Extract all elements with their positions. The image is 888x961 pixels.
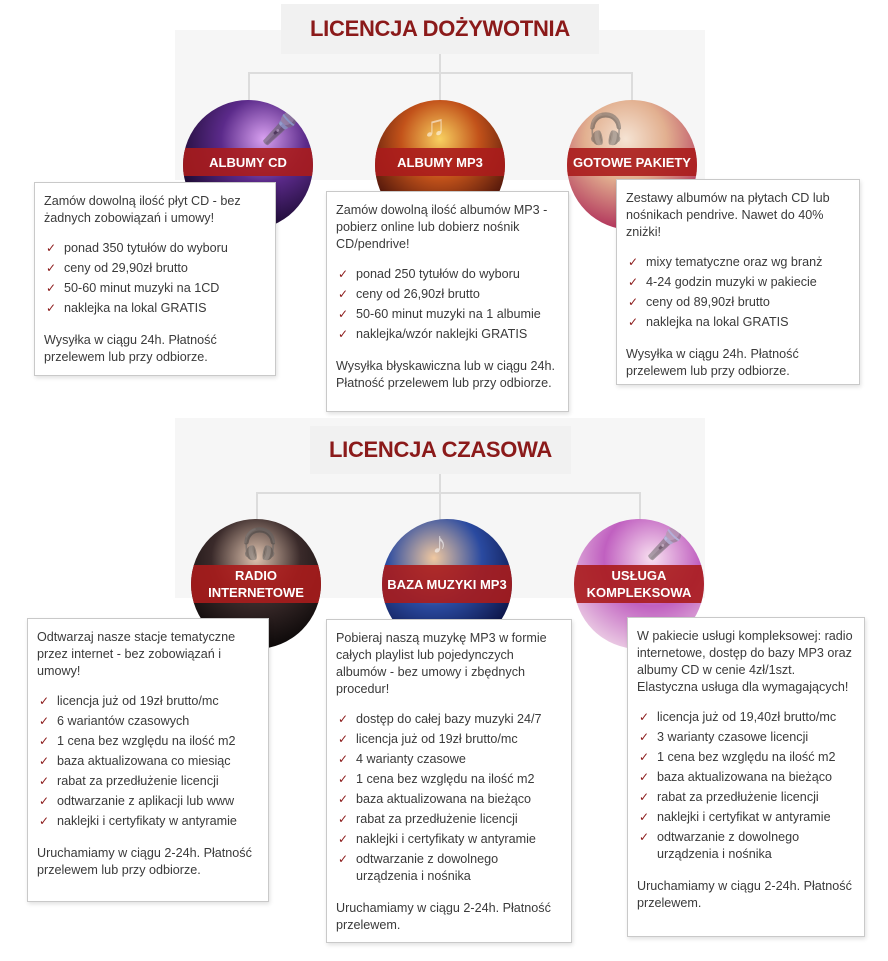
feature-item: ✓ ponad 350 tytułów do wyboru	[46, 241, 228, 255]
connector-trunk	[439, 474, 441, 492]
feature-list	[336, 266, 559, 343]
check-icon: ✓	[338, 307, 349, 321]
feature-item: ✓ ponad 250 tytułów do wyboru	[338, 267, 520, 281]
feature-item: ✓ naklejki i certyfikat w antyramie	[639, 810, 831, 824]
check-icon: ✓	[338, 732, 349, 746]
feature-item: ✓ 50-60 minut muzyki na 1CD	[46, 281, 220, 295]
product-card-radio-internetowe	[27, 618, 269, 902]
feature-item: ✓ odtwarzanie z dowolnego urządzenia i nośnika	[338, 852, 499, 883]
feature-item: ✓ odtwarzanie z dowolnego urządzenia i nośnika	[639, 830, 800, 861]
feature-item: ✓ baza aktualizowana na bieżąco	[338, 792, 532, 806]
card-intro: W pakiecie usługi kompleksowej: radio internetowe, dostęp do bazy MP3 oraz albumy CD w cenie 4zł/1szt. Elastyczna usługa dla wymagających!	[637, 629, 853, 694]
check-icon: ✓	[39, 694, 50, 708]
feature-item: ✓ rabat za przedłużenie licencji	[39, 774, 219, 788]
check-icon: ✓	[39, 754, 50, 768]
feature-item: ✓ 50-60 minut muzyki na 1 albumie	[338, 307, 541, 321]
headphones-icon: 🎧	[241, 528, 279, 561]
check-icon: ✓	[628, 315, 639, 329]
microphone-icon: 🎤	[261, 113, 299, 146]
feature-list	[626, 254, 850, 331]
feature-list	[44, 240, 266, 317]
card-footer: Wysyłka błyskawiczna lub w ciągu 24h. Płatność przelewem lub przy odbiorze.	[336, 359, 555, 390]
check-icon: ✓	[46, 301, 57, 315]
check-icon: ✓	[338, 772, 349, 786]
feature-item: ✓ licencja już od 19zł brutto/mc	[338, 732, 518, 746]
check-icon: ✓	[338, 852, 349, 866]
feature-item: ✓ licencja już od 19zł brutto/mc	[39, 694, 219, 708]
product-label: ALBUMY MP3	[375, 148, 505, 176]
feature-item: ✓ mixy tematyczne oraz wg branż	[628, 255, 823, 269]
feature-item: ✓ baza aktualizowana co miesiąc	[39, 754, 231, 768]
singer-icon: ♪	[432, 527, 447, 560]
check-icon: ✓	[628, 295, 639, 309]
feature-item: ✓ naklejka na lokal GRATIS	[46, 301, 207, 315]
check-icon: ✓	[338, 267, 349, 281]
product-card-usluga-kompleksowa	[627, 617, 865, 937]
feature-item: ✓ naklejki i certyfikaty w antyramie	[39, 814, 237, 828]
feature-list	[336, 711, 562, 885]
check-icon: ✓	[628, 255, 639, 269]
check-icon: ✓	[639, 750, 650, 764]
card-intro: Zamów dowolną ilość płyt CD - bez żadnych zobowiązań i umowy!	[44, 194, 241, 225]
check-icon: ✓	[46, 261, 57, 275]
connector-branch	[256, 492, 640, 494]
card-intro: Pobieraj naszą muzykę MP3 w formie całych playlist lub pojedynczych albumów - bez umowy i zbędnych procedur!	[336, 631, 547, 696]
dancer-icon: ♫	[423, 110, 446, 143]
feature-item: ✓ 1 cena bez względu na ilość m2	[39, 734, 236, 748]
product-label: BAZA MUZYKI MP3	[382, 565, 512, 603]
feature-item: ✓ naklejka/wzór naklejki GRATIS	[338, 327, 528, 341]
feature-item: ✓ 1 cena bez względu na ilość m2	[639, 750, 836, 764]
feature-item: ✓ naklejki i certyfikaty w antyramie	[338, 832, 536, 846]
check-icon: ✓	[46, 281, 57, 295]
feature-item: ✓ ceny od 89,90zł brutto	[628, 295, 770, 309]
check-icon: ✓	[338, 832, 349, 846]
card-footer: Uruchamiamy w ciągu 2-24h. Płatność przelewem.	[637, 879, 852, 910]
check-icon: ✓	[39, 714, 50, 728]
card-footer: Wysyłka w ciągu 24h. Płatność przelewem lub przy odbiorze.	[44, 333, 217, 364]
check-icon: ✓	[39, 774, 50, 788]
headphones-icon: 🎧	[587, 113, 625, 146]
check-icon: ✓	[639, 770, 650, 784]
feature-item: ✓ 3 warianty czasowe licencji	[639, 730, 809, 744]
feature-item: ✓ licencja już od 19,40zł brutto/mc	[639, 710, 837, 724]
feature-item: ✓ 1 cena bez względu na ilość m2	[338, 772, 535, 786]
check-icon: ✓	[338, 812, 349, 826]
feature-item: ✓ dostęp do całej bazy muzyki 24/7	[338, 712, 542, 726]
check-icon: ✓	[639, 790, 650, 804]
check-icon: ✓	[639, 710, 650, 724]
check-icon: ✓	[338, 792, 349, 806]
card-footer: Uruchamiamy w ciągu 2-24h. Płatność przelewem lub przy odbiorze.	[37, 846, 252, 877]
product-label: USŁUGA KOMPLEKSOWA	[574, 565, 704, 603]
product-card-albumy-cd	[34, 182, 276, 376]
product-label: ALBUMY CD	[183, 148, 313, 176]
product-label: RADIO INTERNETOWE	[191, 565, 321, 603]
check-icon: ✓	[338, 752, 349, 766]
section-title-temporary: LICENCJA CZASOWA	[310, 426, 571, 474]
singer-icon: 🎤	[646, 528, 684, 561]
feature-item: ✓ 4-24 godzin muzyki w pakiecie	[628, 275, 817, 289]
feature-item: ✓ odtwarzanie z aplikacji lub www	[39, 794, 235, 808]
feature-item: ✓ ceny od 26,90zł brutto	[338, 287, 480, 301]
feature-item: ✓ rabat za przedłużenie licencji	[338, 812, 518, 826]
card-intro: Zestawy albumów na płytach CD lub nośnikach pendrive. Nawet do 40% zniżki!	[626, 191, 830, 239]
feature-list	[637, 709, 855, 863]
feature-item: ✓ rabat za przedłużenie licencji	[639, 790, 819, 804]
check-icon: ✓	[39, 794, 50, 808]
feature-item: ✓ ceny od 29,90zł brutto	[46, 261, 188, 275]
product-card-gotowe-pakiety	[616, 179, 860, 385]
feature-item: ✓ 6 wariantów czasowych	[39, 714, 190, 728]
product-card-albumy-mp3	[326, 191, 569, 412]
product-label: GOTOWE PAKIETY	[567, 148, 697, 176]
card-footer: Wysyłka w ciągu 24h. Płatność przelewem lub przy odbiorze.	[626, 347, 799, 378]
check-icon: ✓	[639, 830, 650, 844]
card-footer: Uruchamiamy w ciągu 2-24h. Płatność przelewem.	[336, 901, 551, 932]
feature-item: ✓ naklejka na lokal GRATIS	[628, 315, 789, 329]
connector-trunk	[439, 54, 441, 72]
check-icon: ✓	[639, 730, 650, 744]
check-icon: ✓	[46, 241, 57, 255]
check-icon: ✓	[338, 327, 349, 341]
section-title-lifetime: LICENCJA DOŻYWOTNIA	[281, 4, 599, 54]
feature-item: ✓ 4 warianty czasowe	[338, 752, 466, 766]
check-icon: ✓	[628, 275, 639, 289]
feature-item: ✓ baza aktualizowana na bieżąco	[639, 770, 833, 784]
check-icon: ✓	[39, 734, 50, 748]
card-intro: Zamów dowolną ilość albumów MP3 - pobierz online lub dobierz nośnik CD/pendrive!	[336, 203, 548, 251]
check-icon: ✓	[338, 712, 349, 726]
check-icon: ✓	[39, 814, 50, 828]
check-icon: ✓	[338, 287, 349, 301]
feature-list	[37, 693, 259, 830]
check-icon: ✓	[639, 810, 650, 824]
card-intro: Odtwarzaj nasze stacje tematyczne przez internet - bez zobowiązań i umowy!	[37, 630, 236, 678]
product-card-baza-muzyki-mp3	[326, 619, 572, 943]
